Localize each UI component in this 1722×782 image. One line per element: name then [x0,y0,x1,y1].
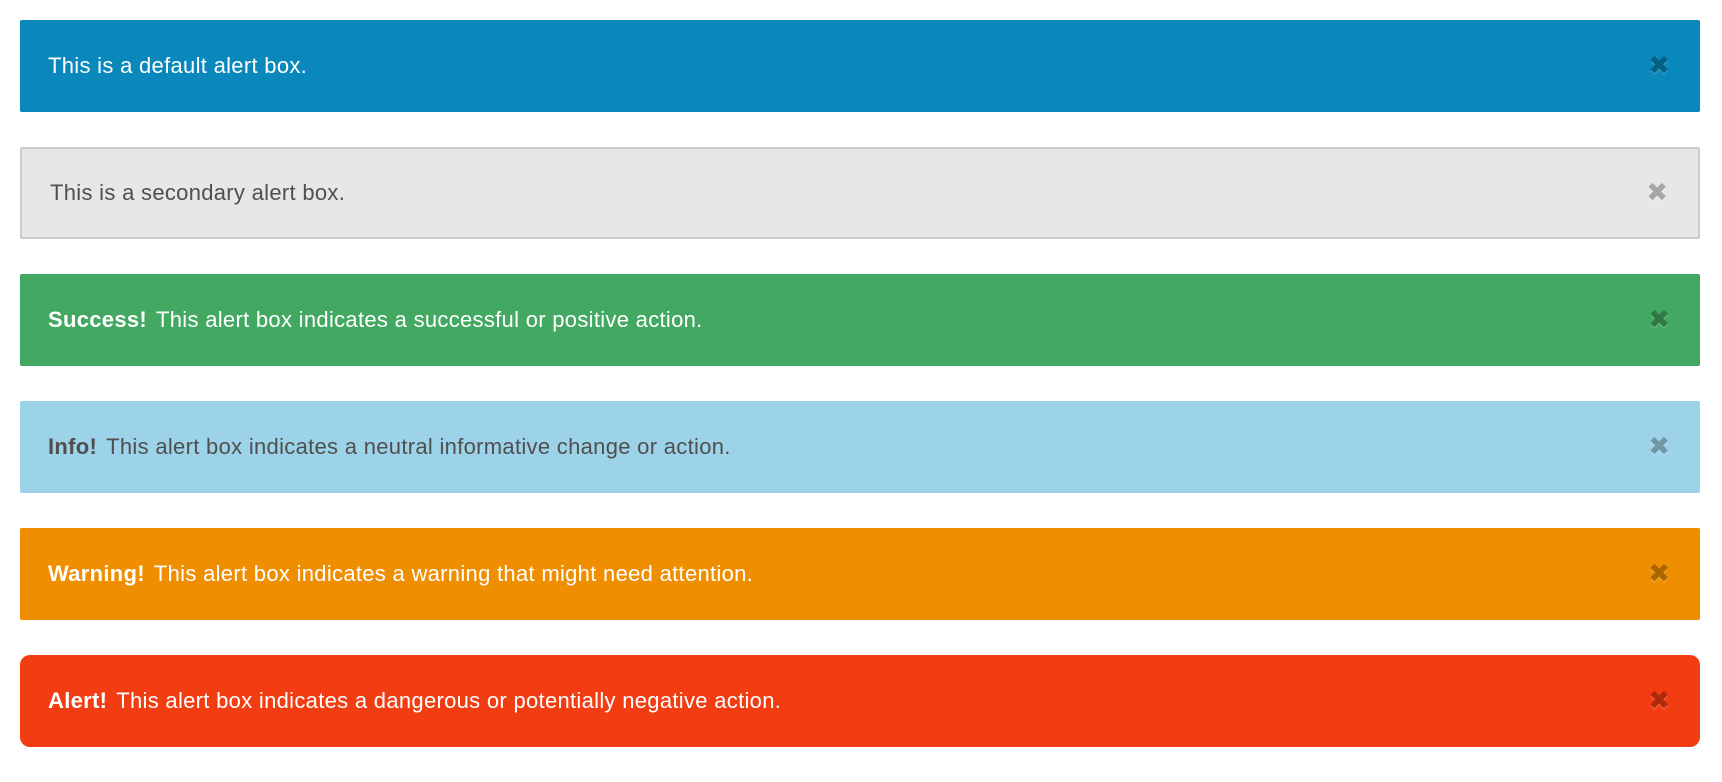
alert-default-text [48,52,307,81]
alert-info [20,401,1700,493]
close-button[interactable] [1646,434,1672,460]
alert-warning-message: This alert box indicates a warning that might need attention. [153,560,754,586]
alert-secondary-message: This is a secondary alert box. [50,179,346,205]
alert-danger-lead: Alert! [48,687,108,713]
alert-default [20,20,1700,112]
alert-danger-message: This alert box indicates a dangerous or potentially negative action. [116,687,782,713]
close-button[interactable] [1646,688,1672,714]
close-button[interactable] [1646,53,1672,79]
close-icon: ✖ [1648,305,1670,335]
close-icon: ✖ [1648,51,1670,81]
alert-info-message: This alert box indicates a neutral informative change or action. [106,433,731,459]
alert-success-text [48,306,703,335]
close-icon: ✖ [1648,686,1670,716]
alert-danger [20,655,1700,747]
alert-warning-lead: Warning! [48,560,145,586]
alert-info-text [48,433,731,462]
alert-success-lead: Success! [48,306,148,332]
alert-success-message: This alert box indicates a successful or positive action. [156,306,703,332]
alert-info-lead: Info! [48,433,98,459]
alert-warning [20,528,1700,620]
alert-secondary-text [50,179,345,208]
alert-default-message: This is a default alert box. [48,52,308,78]
close-icon: ✖ [1646,178,1668,208]
close-button[interactable] [1644,180,1670,206]
close-button[interactable] [1646,307,1672,333]
alert-danger-text [48,687,781,716]
alert-secondary [20,147,1700,239]
alert-success [20,274,1700,366]
close-icon: ✖ [1648,559,1670,589]
alert-warning-text [48,560,753,589]
close-icon: ✖ [1648,432,1670,462]
close-button[interactable] [1646,561,1672,587]
